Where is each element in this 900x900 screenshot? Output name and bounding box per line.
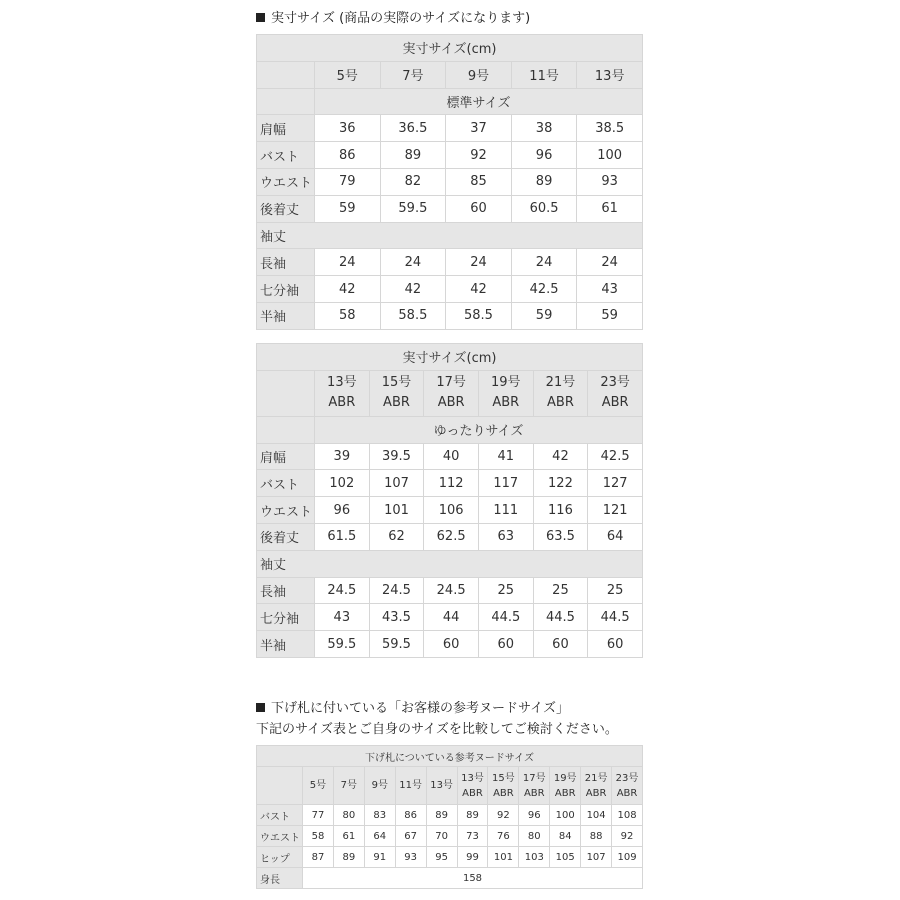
table-cell: 59.5 (380, 195, 446, 222)
height-row (257, 868, 643, 889)
table-row (257, 826, 643, 847)
table-row (257, 168, 643, 195)
table-title: 実寸サイズ(cm) (257, 344, 643, 371)
corner-cell (257, 767, 303, 805)
size-number: 17号 (436, 375, 466, 391)
table-title: 実寸サイズ(cm) (257, 35, 643, 62)
table-cell: 42.5 (511, 276, 577, 303)
table-cell: 59.5 (369, 631, 424, 658)
table-row (257, 497, 643, 524)
table-cell: 122 (533, 470, 588, 497)
table-row (257, 847, 643, 868)
sleeve-section-label: 袖丈 (257, 222, 643, 249)
table-cell: 92 (446, 142, 512, 169)
group-row (257, 416, 643, 443)
size-number: 13号 (430, 780, 453, 791)
table-cell: 80 (519, 826, 550, 847)
table-cell: 89 (333, 847, 364, 868)
size-header (519, 767, 550, 805)
size-header (364, 767, 395, 805)
table-row (257, 523, 643, 550)
table-cell: 62 (369, 523, 424, 550)
table-cell: 105 (550, 847, 581, 868)
table-cell: 121 (588, 497, 643, 524)
table-cell: 25 (588, 577, 643, 604)
table-cell: 38.5 (577, 115, 643, 142)
table-cell: 24.5 (315, 577, 370, 604)
size-header (426, 767, 457, 805)
table-cell: 25 (533, 577, 588, 604)
table-cell: 59 (315, 195, 381, 222)
table-cell: 60 (446, 195, 512, 222)
table-cell: 87 (303, 847, 334, 868)
table-title-row (257, 344, 643, 371)
size-header (581, 767, 612, 805)
size-number: 5号 (309, 780, 327, 791)
table-row (257, 195, 643, 222)
table-cell: 25 (478, 577, 533, 604)
table-title: 下げ札についている参考ヌードサイズ (257, 746, 643, 767)
section2-heading (256, 697, 569, 716)
section2-heading-text: 下げ札に付いている「お客様の参考ヌードサイズ」 (271, 701, 569, 716)
row-label: 半袖 (257, 302, 315, 329)
table-cell: 106 (424, 497, 479, 524)
table-cell: 36 (315, 115, 381, 142)
table-cell: 86 (315, 142, 381, 169)
height-value: 158 (303, 868, 643, 889)
size-abr: ABR (462, 787, 483, 799)
table-cell: 76 (488, 826, 519, 847)
table-cell: 58 (303, 826, 334, 847)
table-cell: 44.5 (533, 604, 588, 631)
table-cell: 24 (315, 249, 381, 276)
table-cell: 24.5 (369, 577, 424, 604)
table-cell: 63 (478, 523, 533, 550)
table-cell: 60 (478, 631, 533, 658)
table-cell: 70 (426, 826, 457, 847)
size-number: 7号 (340, 780, 358, 791)
table-cell: 63.5 (533, 523, 588, 550)
row-label: バスト (257, 805, 303, 826)
size-abr: ABR (585, 787, 607, 799)
table-cell: 102 (315, 470, 370, 497)
table-cell: 67 (395, 826, 426, 847)
size-header (424, 370, 479, 416)
table-cell: 101 (488, 847, 519, 868)
size-header-row (257, 61, 643, 88)
table-cell: 37 (446, 115, 512, 142)
size-header (488, 767, 519, 805)
size-header-row (257, 370, 643, 416)
size-header (478, 370, 533, 416)
table-cell: 107 (581, 847, 612, 868)
row-label: 後着丈 (257, 195, 315, 222)
table-cell: 24.5 (424, 577, 479, 604)
table-cell: 58 (315, 302, 381, 329)
size-abr: ABR (523, 787, 545, 799)
size-header (588, 370, 643, 416)
table-cell: 100 (577, 142, 643, 169)
table-cell: 24 (577, 249, 643, 276)
table-cell: 73 (457, 826, 488, 847)
table-cell: 44.5 (588, 604, 643, 631)
size-number: 17号 (522, 772, 546, 784)
table-cell: 39 (315, 443, 370, 470)
size-header: 11号 (511, 61, 577, 88)
table-cell: 101 (369, 497, 424, 524)
size-header (550, 767, 581, 805)
table-cell: 44 (424, 604, 479, 631)
table-cell: 96 (511, 142, 577, 169)
row-label: 長袖 (257, 577, 315, 604)
table-cell: 89 (426, 805, 457, 826)
corner-cell (257, 61, 315, 88)
sleeve-section-label: 袖丈 (257, 550, 643, 577)
row-label: 肩幅 (257, 443, 315, 470)
section1-heading-text: 実寸サイズ (商品の実際のサイズになります) (271, 11, 531, 26)
table-row (257, 604, 643, 631)
table-row (257, 631, 643, 658)
size-header: 7号 (380, 61, 446, 88)
size-abr: ABR (328, 395, 356, 411)
section-row (257, 222, 643, 249)
table-cell: 64 (588, 523, 643, 550)
row-label: 七分袖 (257, 604, 315, 631)
table-row (257, 470, 643, 497)
size-number: 13号 (327, 375, 357, 391)
table-cell: 42.5 (588, 443, 643, 470)
table-title-row (257, 35, 643, 62)
table-cell: 111 (478, 497, 533, 524)
table-row (257, 805, 643, 826)
corner-cell (257, 416, 315, 443)
table-row (257, 577, 643, 604)
row-label: ウエスト (257, 497, 315, 524)
table-cell: 127 (588, 470, 643, 497)
table-row (257, 249, 643, 276)
table-cell: 84 (550, 826, 581, 847)
table-row (257, 115, 643, 142)
table-cell: 43.5 (369, 604, 424, 631)
table-cell: 44.5 (478, 604, 533, 631)
table-cell: 96 (315, 497, 370, 524)
table-cell: 64 (364, 826, 395, 847)
table-cell: 109 (612, 847, 643, 868)
table-row (257, 443, 643, 470)
table-cell: 88 (581, 826, 612, 847)
table-cell: 62.5 (424, 523, 479, 550)
corner-cell (257, 88, 315, 115)
table-cell: 42 (446, 276, 512, 303)
table-cell: 100 (550, 805, 581, 826)
actual-size-table-relaxed (256, 343, 643, 658)
table-cell: 58.5 (380, 302, 446, 329)
table-cell: 61 (333, 826, 364, 847)
size-header (315, 370, 370, 416)
table-cell: 39.5 (369, 443, 424, 470)
table-cell: 42 (380, 276, 446, 303)
table-row (257, 302, 643, 329)
section2-note: 下記のサイズ表とご自身のサイズを比較してご検討ください。 (256, 722, 618, 737)
table-cell: 24 (511, 249, 577, 276)
row-label: 半袖 (257, 631, 315, 658)
table-row (257, 142, 643, 169)
size-number: 23号 (600, 375, 630, 391)
size-header (333, 767, 364, 805)
table-cell: 108 (612, 805, 643, 826)
group-label: 標準サイズ (315, 88, 643, 115)
table-cell: 61 (577, 195, 643, 222)
section1-heading (256, 7, 530, 26)
row-label: 後着丈 (257, 523, 315, 550)
size-header: 5号 (315, 61, 381, 88)
table-cell: 79 (315, 168, 381, 195)
table-cell: 85 (446, 168, 512, 195)
table-cell: 40 (424, 443, 479, 470)
size-header-row (257, 767, 643, 805)
size-abr: ABR (616, 787, 638, 799)
row-label: ウエスト (257, 168, 315, 195)
size-header (457, 767, 488, 805)
table-cell: 89 (511, 168, 577, 195)
table-cell: 112 (424, 470, 479, 497)
table-cell: 60 (533, 631, 588, 658)
table-cell: 107 (369, 470, 424, 497)
table-cell: 43 (577, 276, 643, 303)
table-cell: 86 (395, 805, 426, 826)
table-cell: 93 (395, 847, 426, 868)
table-cell: 58.5 (446, 302, 512, 329)
table-row (257, 276, 643, 303)
table-cell: 24 (446, 249, 512, 276)
size-abr: ABR (547, 395, 574, 411)
table-cell: 59 (577, 302, 643, 329)
row-label: 長袖 (257, 249, 315, 276)
table-cell: 42 (315, 276, 381, 303)
table-cell: 80 (333, 805, 364, 826)
table-cell: 96 (519, 805, 550, 826)
table-cell: 77 (303, 805, 334, 826)
size-number: 13号 (461, 772, 484, 784)
table-cell: 42 (533, 443, 588, 470)
table-cell: 41 (478, 443, 533, 470)
table-cell: 83 (364, 805, 395, 826)
table-cell: 99 (457, 847, 488, 868)
size-number: 9号 (371, 780, 388, 791)
table-cell: 91 (364, 847, 395, 868)
table-cell: 117 (478, 470, 533, 497)
table-cell: 60 (588, 631, 643, 658)
table-cell: 89 (380, 142, 446, 169)
table-cell: 93 (577, 168, 643, 195)
table-cell: 92 (612, 826, 643, 847)
table-cell: 59 (511, 302, 577, 329)
size-header (395, 767, 426, 805)
size-number: 21号 (545, 375, 576, 391)
row-label: ヒップ (257, 847, 303, 868)
table-cell: 36.5 (380, 115, 446, 142)
table-cell: 59.5 (315, 631, 370, 658)
table-title-row (257, 746, 643, 767)
section-row (257, 550, 643, 577)
table-cell: 24 (380, 249, 446, 276)
row-label: バスト (257, 470, 315, 497)
row-label: バスト (257, 142, 315, 169)
size-abr: ABR (554, 787, 576, 799)
size-number: 21号 (584, 772, 608, 784)
row-label: 肩幅 (257, 115, 315, 142)
size-abr: ABR (437, 395, 465, 411)
square-bullet-icon (256, 703, 265, 712)
table-cell: 61.5 (315, 523, 370, 550)
actual-size-table-standard (256, 34, 643, 330)
table-cell: 95 (426, 847, 457, 868)
table-cell: 92 (488, 805, 519, 826)
table-cell: 103 (519, 847, 550, 868)
corner-cell (257, 370, 315, 416)
table-cell: 38 (511, 115, 577, 142)
size-number: 19号 (491, 375, 521, 391)
table-cell: 116 (533, 497, 588, 524)
group-row (257, 88, 643, 115)
size-abr: ABR (493, 787, 514, 799)
size-abr: ABR (492, 395, 520, 411)
table-cell: 60.5 (511, 195, 577, 222)
table-cell: 82 (380, 168, 446, 195)
size-header: 13号 (577, 61, 643, 88)
table-cell: 104 (581, 805, 612, 826)
size-number: 23号 (615, 772, 639, 784)
size-abr: ABR (383, 395, 410, 411)
size-header (533, 370, 588, 416)
size-number: 15号 (492, 772, 515, 784)
size-number: 15号 (381, 375, 412, 391)
size-header: 9号 (446, 61, 512, 88)
group-label: ゆったりサイズ (315, 416, 643, 443)
nude-size-table (256, 745, 643, 889)
size-header (303, 767, 334, 805)
size-number: 11号 (399, 780, 423, 791)
size-abr: ABR (601, 395, 629, 411)
table-cell: 89 (457, 805, 488, 826)
row-label: 七分袖 (257, 276, 315, 303)
row-label: 身長 (257, 868, 303, 889)
square-bullet-icon (256, 13, 265, 22)
size-number: 19号 (553, 772, 577, 784)
table-cell: 60 (424, 631, 479, 658)
size-header (612, 767, 643, 805)
size-header (369, 370, 424, 416)
table-cell: 43 (315, 604, 370, 631)
row-label: ウエスト (257, 826, 303, 847)
